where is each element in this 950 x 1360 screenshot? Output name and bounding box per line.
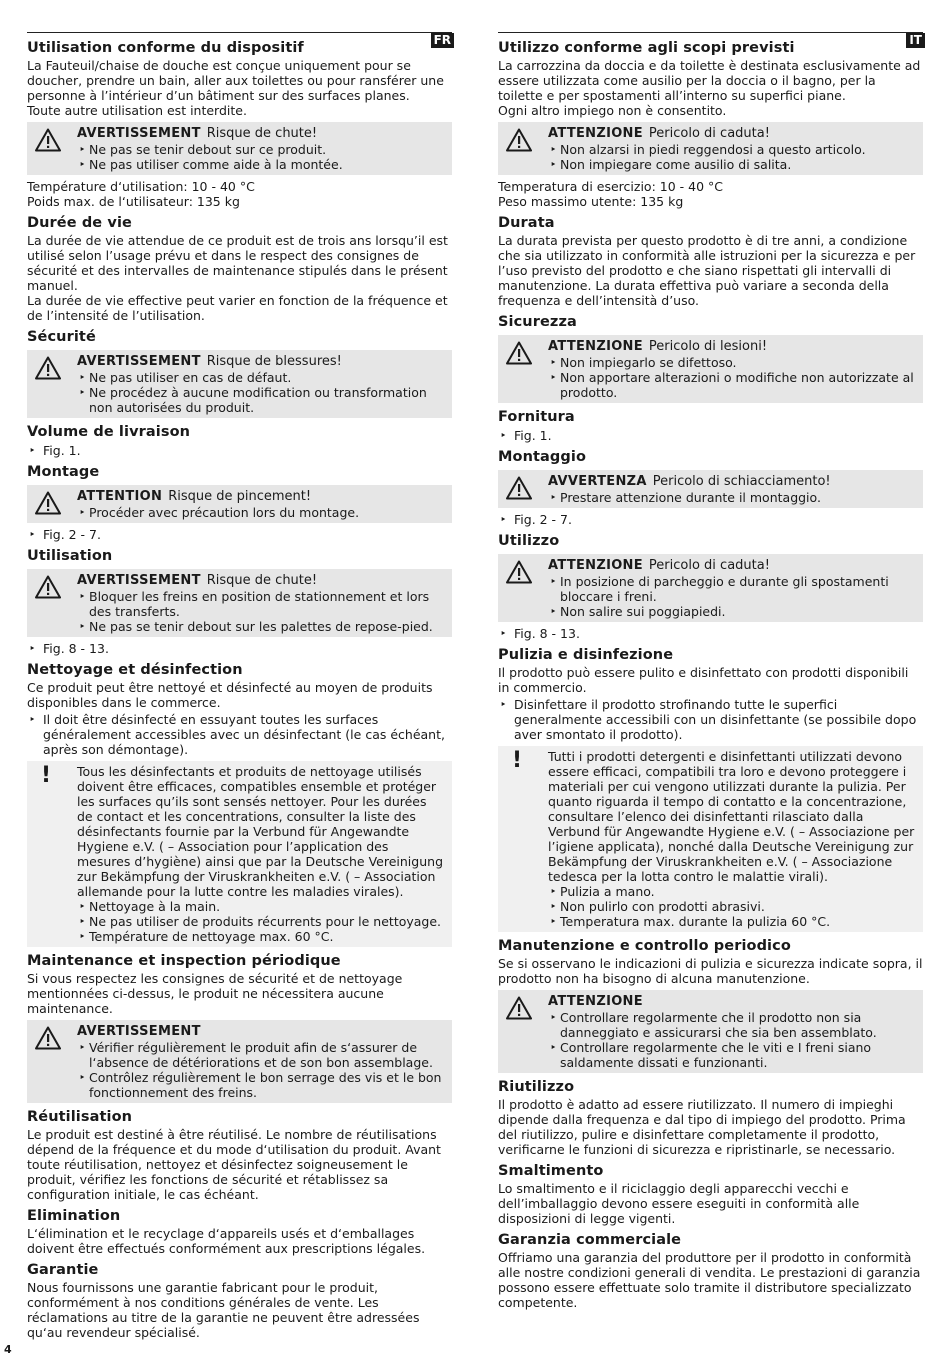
warning-item: ‣ Non salire sui poggiapiedi. [548,604,917,619]
body-text: Nous fournissons une garantie fabricant pour le produit, conformément à nos conditions générales de vente. Les réclamations au titre de la garantie ne peuvent être adressées qu‘au revendeur spécialisé. [27,1280,420,1340]
warning-triangle-icon [35,128,61,152]
info-box [27,761,452,947]
section-heading: Réutilisation [27,1109,133,1125]
warning-risk: Risque de pincement! [168,489,312,504]
top-rule [27,32,452,47]
warning-item: ‣ Non impiegare come ausilio di salita. [548,157,917,172]
warning-triangle-icon [506,476,532,500]
warning-item: ‣ Non alzarsi in piedi reggendosi a questo articolo. [548,142,917,157]
body-text: La carrozzina da doccia e da toilette è destinata esclusivamente ad essere utilizzata come ausilio per la doccia o il bagno, per la toilette e per spostamenti all’interno su superfici piane. [498,58,921,103]
section-heading: Maintenance et inspection périodique [27,953,341,969]
warning-item: ‣ Ne pas utiliser comme aide à la montée. [77,157,446,172]
warning-item: ‣ Ne pas se tenir debout sur les palettes de repose-pied. [77,619,446,634]
warning-triangle-icon [506,341,532,365]
bullet-item: ‣ Fig. 8 - 13. [498,626,923,641]
bullet-item: ‣ Fig. 2 - 7. [27,527,452,542]
warning-item: ‣ Ne pas se tenir debout sur ce produit. [77,142,446,157]
warning-item: ‣ Procéder avec précaution lors du montage. [77,505,446,520]
page-number: 4 [4,1343,12,1356]
section-heading: Utilizzo [498,533,560,549]
warning-triangle-icon [35,1026,61,1050]
body-text: Ce produit peut être nettoyé et désinfecté au moyen de produits disponibles dans le commerce. [27,680,433,710]
warning-box [498,990,923,1073]
body-text: Ogni altro impiego non è consentito. [498,103,727,118]
section-heading: Utilisation [27,548,113,564]
body-text: La durée de vie attendue de ce produit est de trois ans lorsqu’il est utilisé selon l’usage prévu et dans le respect des consignes de sécurité et des intervalles de maintenance stipulés dans le présent manuel. [27,233,448,293]
warning-label: ATTENZIONE [548,994,643,1009]
warning-item: ‣ Contrôlez régulièrement le bon serrage des vis et le bon fonctionnement des freins. [77,1070,446,1100]
section-heading: Pulizia e disinfezione [498,647,674,663]
warning-triangle-icon [35,356,61,380]
warning-box [498,554,923,622]
bullet-item: ‣ Disinfettare il prodotto strofinando tutte le superfici generalmente accessibili con un disinfettante (se possibile dopo aver smontato il prodotto). [498,697,923,742]
section-heading: Volume de livraison [27,424,191,440]
section-heading: Durata [498,215,555,231]
language-badge: FR [431,33,454,48]
warning-title [77,488,446,505]
warning-item: ‣ Bloquer les freins en position de stationnement et lors des transferts. [77,589,446,619]
info-item: ‣ Non pulirlo con prodotti abrasivi. [548,899,915,914]
bullet-item: ‣ Fig. 2 - 7. [498,512,923,527]
warning-risk: Risque de chute! [206,573,318,588]
section-heading: Sicurezza [498,314,577,330]
warning-triangle-icon [35,491,61,515]
section-heading: Smaltimento [498,1163,604,1179]
warning-box [27,1020,452,1103]
section-heading: Montage [27,464,100,480]
info-item: ‣ Température de nettoyage max. 60 °C. [77,929,444,944]
warning-item: ‣ Non apportare alterazioni o modifiche non autorizzate al prodotto. [548,370,917,400]
section-heading: Fornitura [498,409,575,425]
warning-label: AVERTISSEMENT [77,126,201,141]
bullet-item: ‣ Fig. 1. [498,428,923,443]
warning-title [548,993,917,1010]
info-item: ‣ Ne pas utiliser de produits récurrents pour le nettoyage. [77,914,444,929]
warning-triangle-icon [506,128,532,152]
warning-item: ‣ Controllare regolarmente che il prodotto non sia danneggiato e assicurarsi che sia ben assemblato. [548,1010,917,1040]
warning-item: ‣ Vérifier régulièrement le produit afin de s‘assurer de l‘absence de détériorations et de son bon assemblage. [77,1040,446,1070]
warning-label: ATTENTION [77,489,163,504]
section-heading: Elimination [27,1208,121,1224]
spec-text: Temperatura di esercizio: 10 - 40 °C [498,179,723,194]
warning-triangle-icon [35,575,61,599]
warning-title [77,572,446,589]
warning-item: ‣ Prestare attenzione durante il montaggio. [548,490,917,505]
warning-label: AVERTISSEMENT [77,1024,201,1039]
section-heading: Utilizzo conforme agli scopi previsti [498,40,795,56]
bullet-item: ‣ Fig. 8 - 13. [27,641,452,656]
warning-item: ‣ Ne procédez à aucune modification ou transformation non autorisées du produit. [77,385,446,415]
body-text: Si vous respectez les consignes de sécurité et de nettoyage mentionnées ci-dessus, le produit ne nécessitera aucune maintenance. [27,971,403,1016]
bullet-item: ‣ Il doit être désinfecté en essuyant toutes les surfaces généralement accessibles avec un désinfectant (le cas échéant, après son démontage). [27,712,452,757]
warning-item: ‣ Ne pas utiliser en cas de défaut. [77,370,446,385]
warning-box [27,350,452,418]
section-heading: Manutenzione e controllo periodico [498,938,791,954]
warning-title [548,473,917,490]
info-text: Tous les désinfectants et produits de nettoyage utilisés doivent être efficaces, compatibles ensemble et protéger les surfaces qu’ils sont sensés nettoyer. Pour les durées de contact et les concentrations, consulter la liste des désinfectants fournie par la Verbund für Angewandte Hygiene e.V. ( – Association pour l’application des mesures d’hygiène) ainsi que par la Deutsche Vereinigung zur Bekämpfung der Viruskrankheiten e.V. ( – Association allemande pour la lutte contre les maladies virales). [77,764,443,899]
body-text: Il prodotto è adatto ad essere riutilizzato. Il numero di impieghi dipende dalla frequenza e dal tipo di impiego del prodotto. Prima del riutilizzo, pulire e disinfettare completamente il prodotto, verificarne le funzioni di sicurezza e ripristinarle, se necessario. [498,1097,906,1157]
section-heading: Nettoyage et désinfection [27,662,243,678]
warning-label: ATTENZIONE [548,558,643,573]
section-heading: Sécurité [27,329,96,345]
warning-triangle-icon [506,560,532,584]
body-text: Offriamo una garanzia del produttore per il prodotto in conformità alle nostre condizioni generali di vendita. Le prestazioni di garanzia possono essere effettuate solo tramite il distributore specializzato competente. [498,1250,921,1310]
body-text: La durée de vie effective peut varier en fonction de la fréquence et de l’intensité de l’utilisation. [27,293,448,323]
info-item: ‣ Pulizia a mano. [548,884,915,899]
top-rule [498,32,923,47]
warning-label: ATTENZIONE [548,339,643,354]
spec-text: Peso massimo utente: 135 kg [498,194,684,209]
exclamation-icon: ! [512,748,523,773]
warning-box [498,122,923,175]
body-text: Il prodotto può essere pulito e disinfettato con prodotti disponibili in commercio. [498,665,909,695]
body-text: La durata prevista per questo prodotto è di tre anni, a condizione che sia utilizzato in conformità alle istruzioni per la sicurezza e per l’uso previsto del prodotto e che siano rispettati gli intervalli di manutenzione. La durata effettiva può variare a seconda della frequenza e dell’intensità d’uso. [498,233,916,308]
body-text: L‘élimination et le recyclage d‘appareils usés et d‘emballages doivent être effectués conformément aux prescriptions légales. [27,1226,426,1256]
warning-box [498,335,923,403]
warning-item: ‣ Controllare regolarmente che le viti e I freni siano saldamente dissati e funzionanti. [548,1040,917,1070]
section-heading: Durée de vie [27,215,132,231]
warning-title [548,557,917,574]
section-heading: Riutilizzo [498,1079,575,1095]
info-text: Tutti i prodotti detergenti e disinfettanti utilizzati devono essere efficaci, compatibili tra loro e devono proteggere i materiali per cui vengono utilizzati durante la pulizia. Per quanto riguarda il tempo di contatto e la concentrazione, consultare l’elenco dei disinfettanti rilasciato dalla Verbund für Angewandte Hygiene e.V. ( – Associazione per l’igiene applicata), nonché dalla Deutsche Vereinigung zur Bekämpfung der Viruskrankheiten e.V. ( – Associazione tedesca per la lotta contro le malattie virali). [548,749,915,884]
warning-risk: Risque de blessures! [206,354,342,369]
warning-title [77,1023,446,1040]
info-item: ‣ Temperatura max. durante la pulizia 60 °C. [548,914,915,929]
body-text: Lo smaltimento e il riciclaggio degli apparecchi vecchi e dell’imballaggio devono essere eseguiti in conformità alle disposizioni di legge vigenti. [498,1181,860,1226]
warning-risk: Pericolo di caduta! [648,126,770,141]
language-badge: IT [906,33,925,48]
section-heading: Montaggio [498,449,587,465]
body-text: La Fauteuil/chaise de douche est conçue uniquement pour se doucher, prendre un bain, aller aux toilettes ou pour ransférer une personne à l’intérieur d’un bâtiment sur des surfaces planes. [27,58,444,103]
body-text: Se si osservano le indicazioni di pulizia e sicurezza indicate sopra, il prodotto non ha bisogno di alcuna manutenzione. [498,956,923,986]
warning-risk: Pericolo di schiacciamento! [652,474,831,489]
info-item: ‣ Nettoyage à la main. [77,899,444,914]
warning-label: AVVERTENZA [548,474,647,489]
warning-risk: Risque de chute! [206,126,318,141]
bullet-item: ‣ Fig. 1. [27,443,452,458]
warning-title [77,125,446,142]
warning-triangle-icon [506,996,532,1020]
section-heading: Garanzia commerciale [498,1232,682,1248]
warning-item: ‣ In posizione di parcheggio e durante gli spostamenti bloccare i freni. [548,574,917,604]
warning-box [27,569,452,637]
warning-box [27,485,452,523]
warning-box [498,470,923,508]
warning-title [548,338,917,355]
section-heading: Garantie [27,1262,99,1278]
body-text: Toute autre utilisation est interdite. [27,103,247,118]
warning-label: ATTENZIONE [548,126,643,141]
warning-risk: Pericolo di caduta! [648,558,770,573]
spec-text: Poids max. de l‘utilisateur: 135 kg [27,194,240,209]
section-heading: Utilisation conforme du dispositif [27,40,304,56]
column-french [27,32,452,1340]
body-text: Le produit est destiné à être réutilisé. Le nombre de réutilisations dépend de la fréquence et du mode d‘utilisation du produit. Avant toute réutilisation, nettoyez et désinfectez soigneusement le produit, vérifiez les fonctions de sécurité et rétablissez sa configuration initiale, le cas échéant. [27,1127,441,1202]
warning-label: AVERTISSEMENT [77,573,201,588]
warning-title [548,125,917,142]
warning-box [27,122,452,175]
warning-item: ‣ Non impiegarlo se difettoso. [548,355,917,370]
warning-risk: Pericolo di lesioni! [648,339,768,354]
column-italian [498,32,923,1310]
warning-label: AVERTISSEMENT [77,354,201,369]
info-box [498,746,923,932]
spec-text: Température d‘utilisation: 10 - 40 °C [27,179,255,194]
warning-title [77,353,446,370]
exclamation-icon: ! [41,763,52,788]
